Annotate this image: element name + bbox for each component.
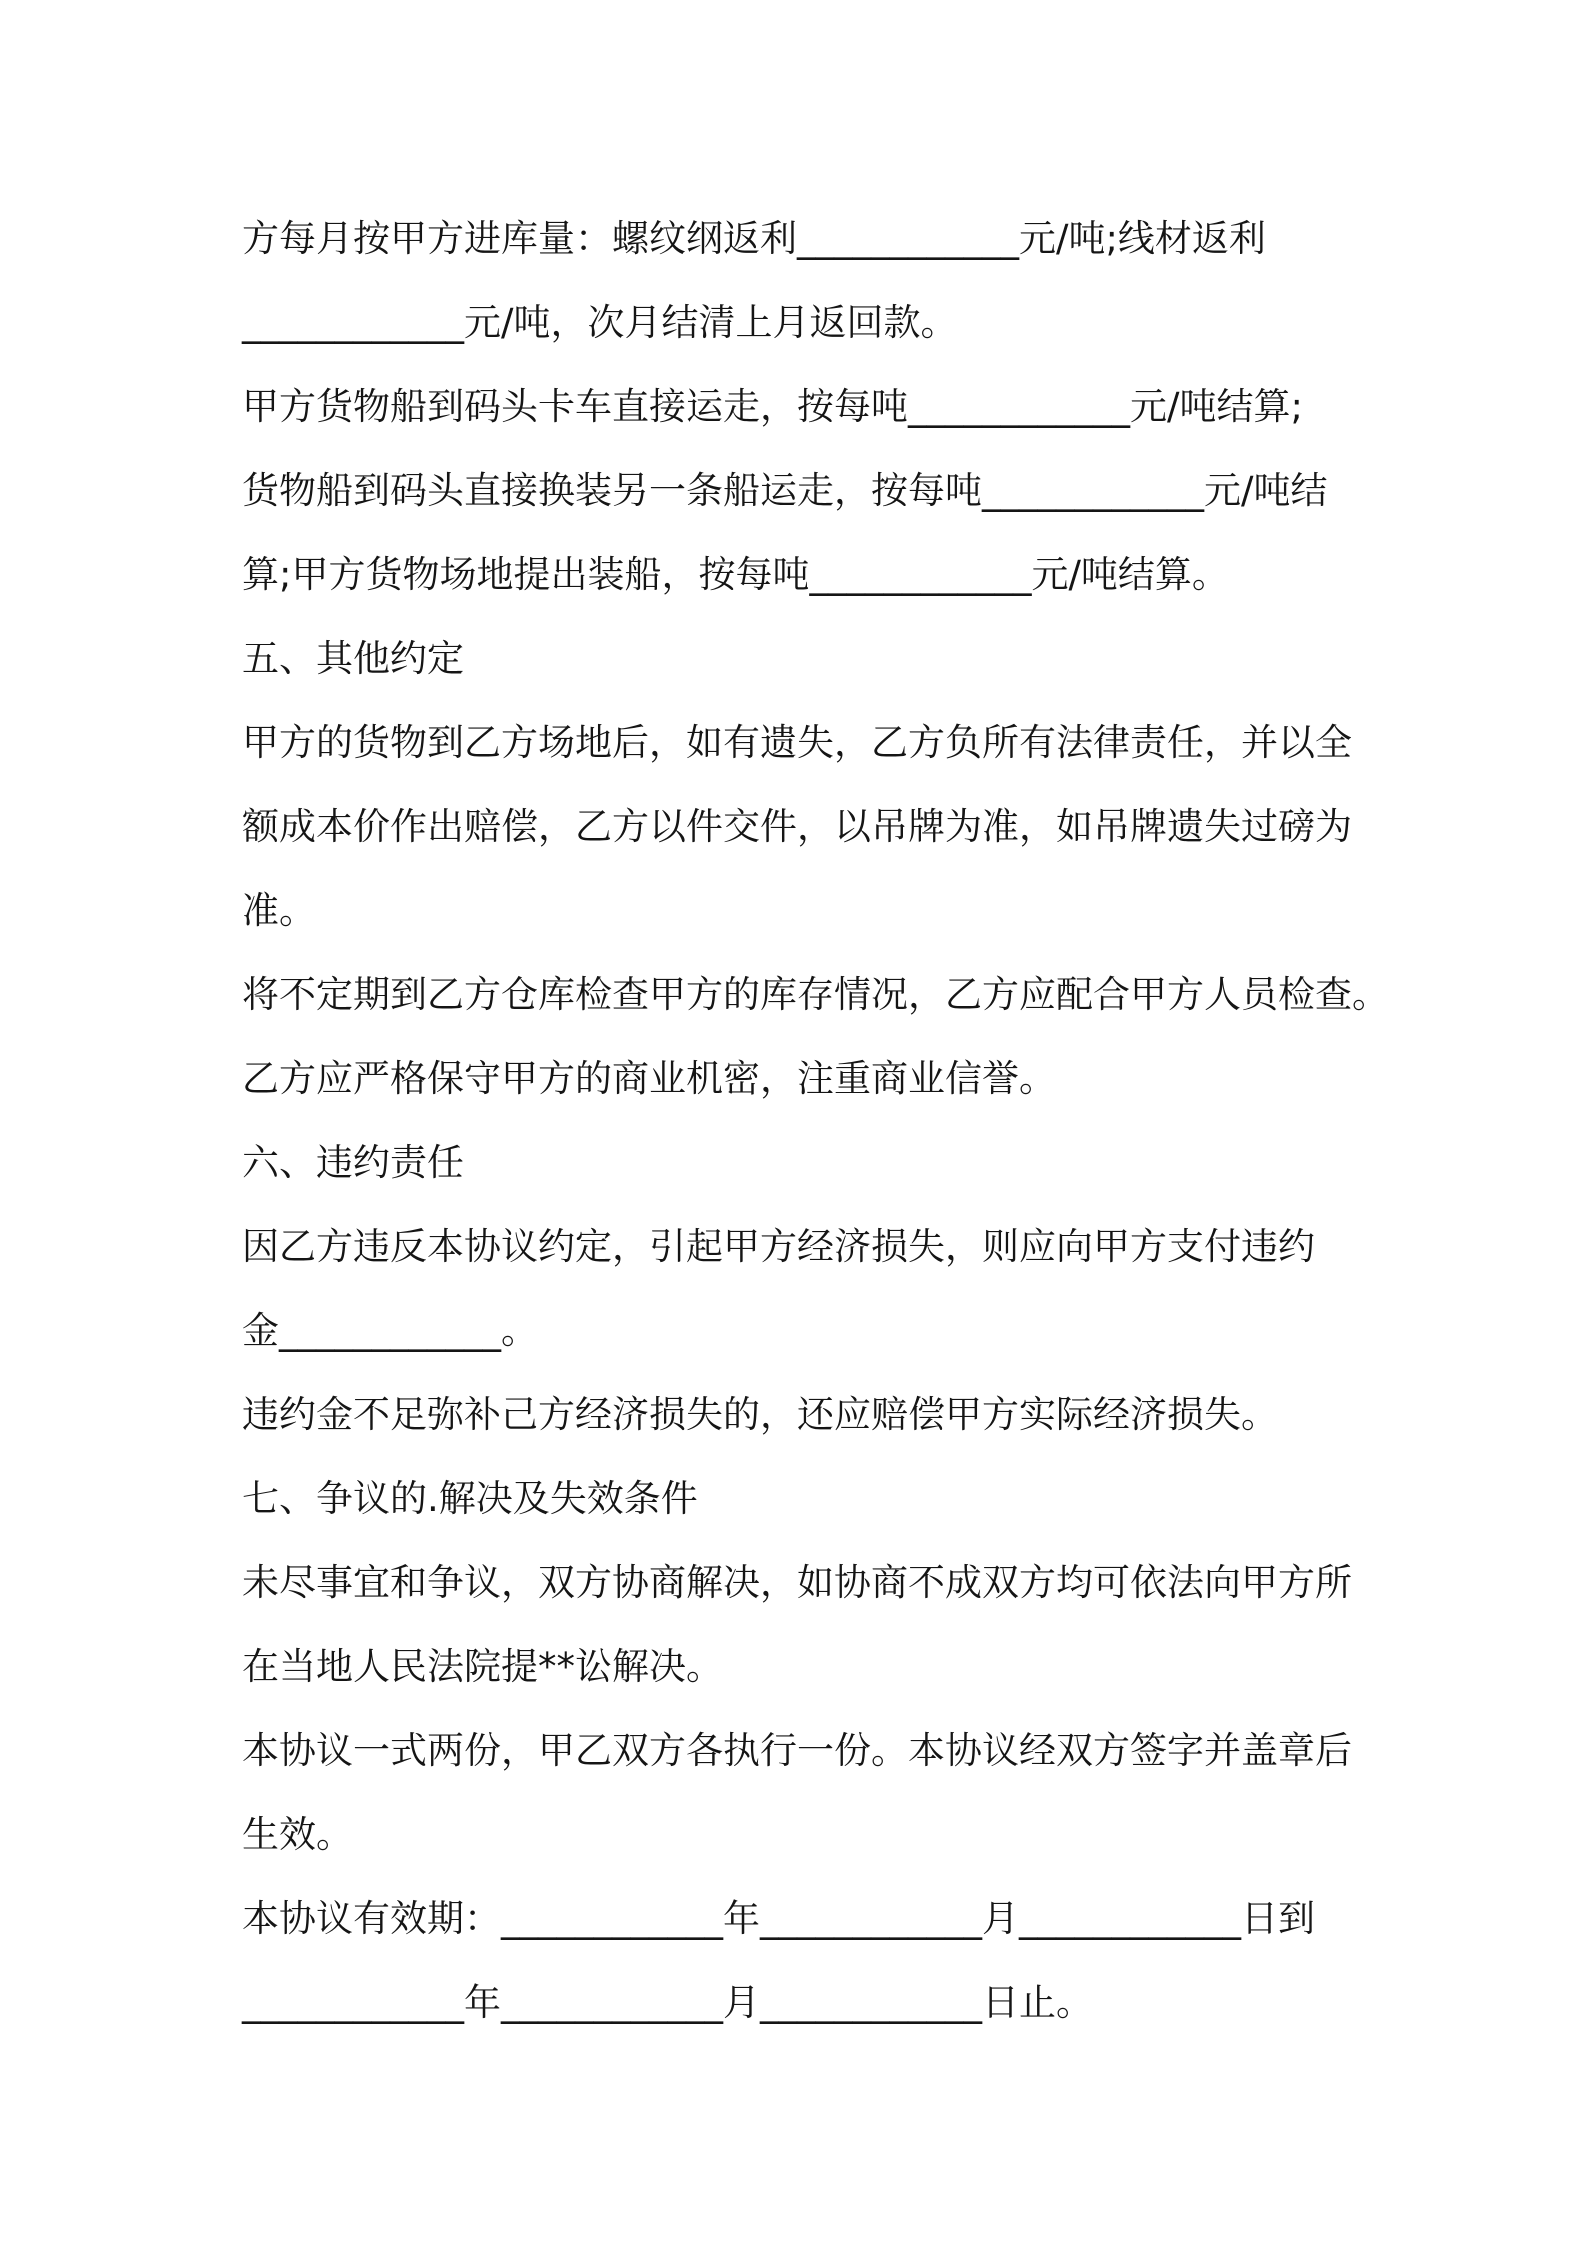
- text-line: 违约金不足弥补己方经济损失的，还应赔偿甲方实际经济损失。: [242, 1393, 1278, 1436]
- text-line: 将不定期到乙方仓库检查甲方的库存情况，乙方应配合甲方人员检查。: [242, 973, 1389, 1016]
- text-line: 货物船到码头直接换装另一条船运走，按每吨____________元/吨结: [242, 469, 1328, 512]
- text-line: ____________元/吨，次月结清上月返回款。: [242, 301, 958, 344]
- text-line: ____________年____________月____________日止。: [242, 1981, 1093, 2024]
- text-line: 生效。: [242, 1813, 353, 1856]
- section-heading: 六、违约责任: [242, 1141, 464, 1184]
- text-line: 准。: [242, 889, 316, 932]
- text-line: 甲方货物船到码头卡车直接运走，按每吨____________元/吨结算;: [242, 385, 1303, 428]
- section-heading: 五、其他约定: [242, 637, 464, 680]
- text-line: 方每月按甲方进库量：螺纹纲返利____________元/吨;线材返利: [242, 217, 1266, 260]
- text-line: 在当地人民法院提**讼解决。: [242, 1645, 723, 1688]
- text-line: 金____________。: [242, 1309, 538, 1352]
- text-line: 本协议一式两份，甲乙双方各执行一份。本协议经双方签字并盖章后: [242, 1729, 1352, 1772]
- document-body: [242, 197, 1389, 2045]
- text-line: 未尽事宜和争议，双方协商解决，如协商不成双方均可依法向甲方所: [242, 1561, 1352, 1604]
- text-line: 本协议有效期：____________年____________月____________日到: [242, 1897, 1315, 1940]
- text-line: 乙方应严格保守甲方的商业机密，注重商业信誉。: [242, 1057, 1056, 1100]
- section-heading: 七、争议的.解决及失效条件: [242, 1477, 698, 1520]
- text-line: 甲方的货物到乙方场地后，如有遗失，乙方负所有法律责任，并以全: [242, 721, 1352, 764]
- text-line: 额成本价作出赔偿，乙方以件交件，以吊牌为准，如吊牌遗失过磅为: [242, 805, 1352, 848]
- text-line: 算;甲方货物场地提出装船，按每吨____________元/吨结算。: [242, 553, 1229, 596]
- text-line: 因乙方违反本协议约定，引起甲方经济损失，则应向甲方支付违约: [242, 1225, 1315, 1268]
